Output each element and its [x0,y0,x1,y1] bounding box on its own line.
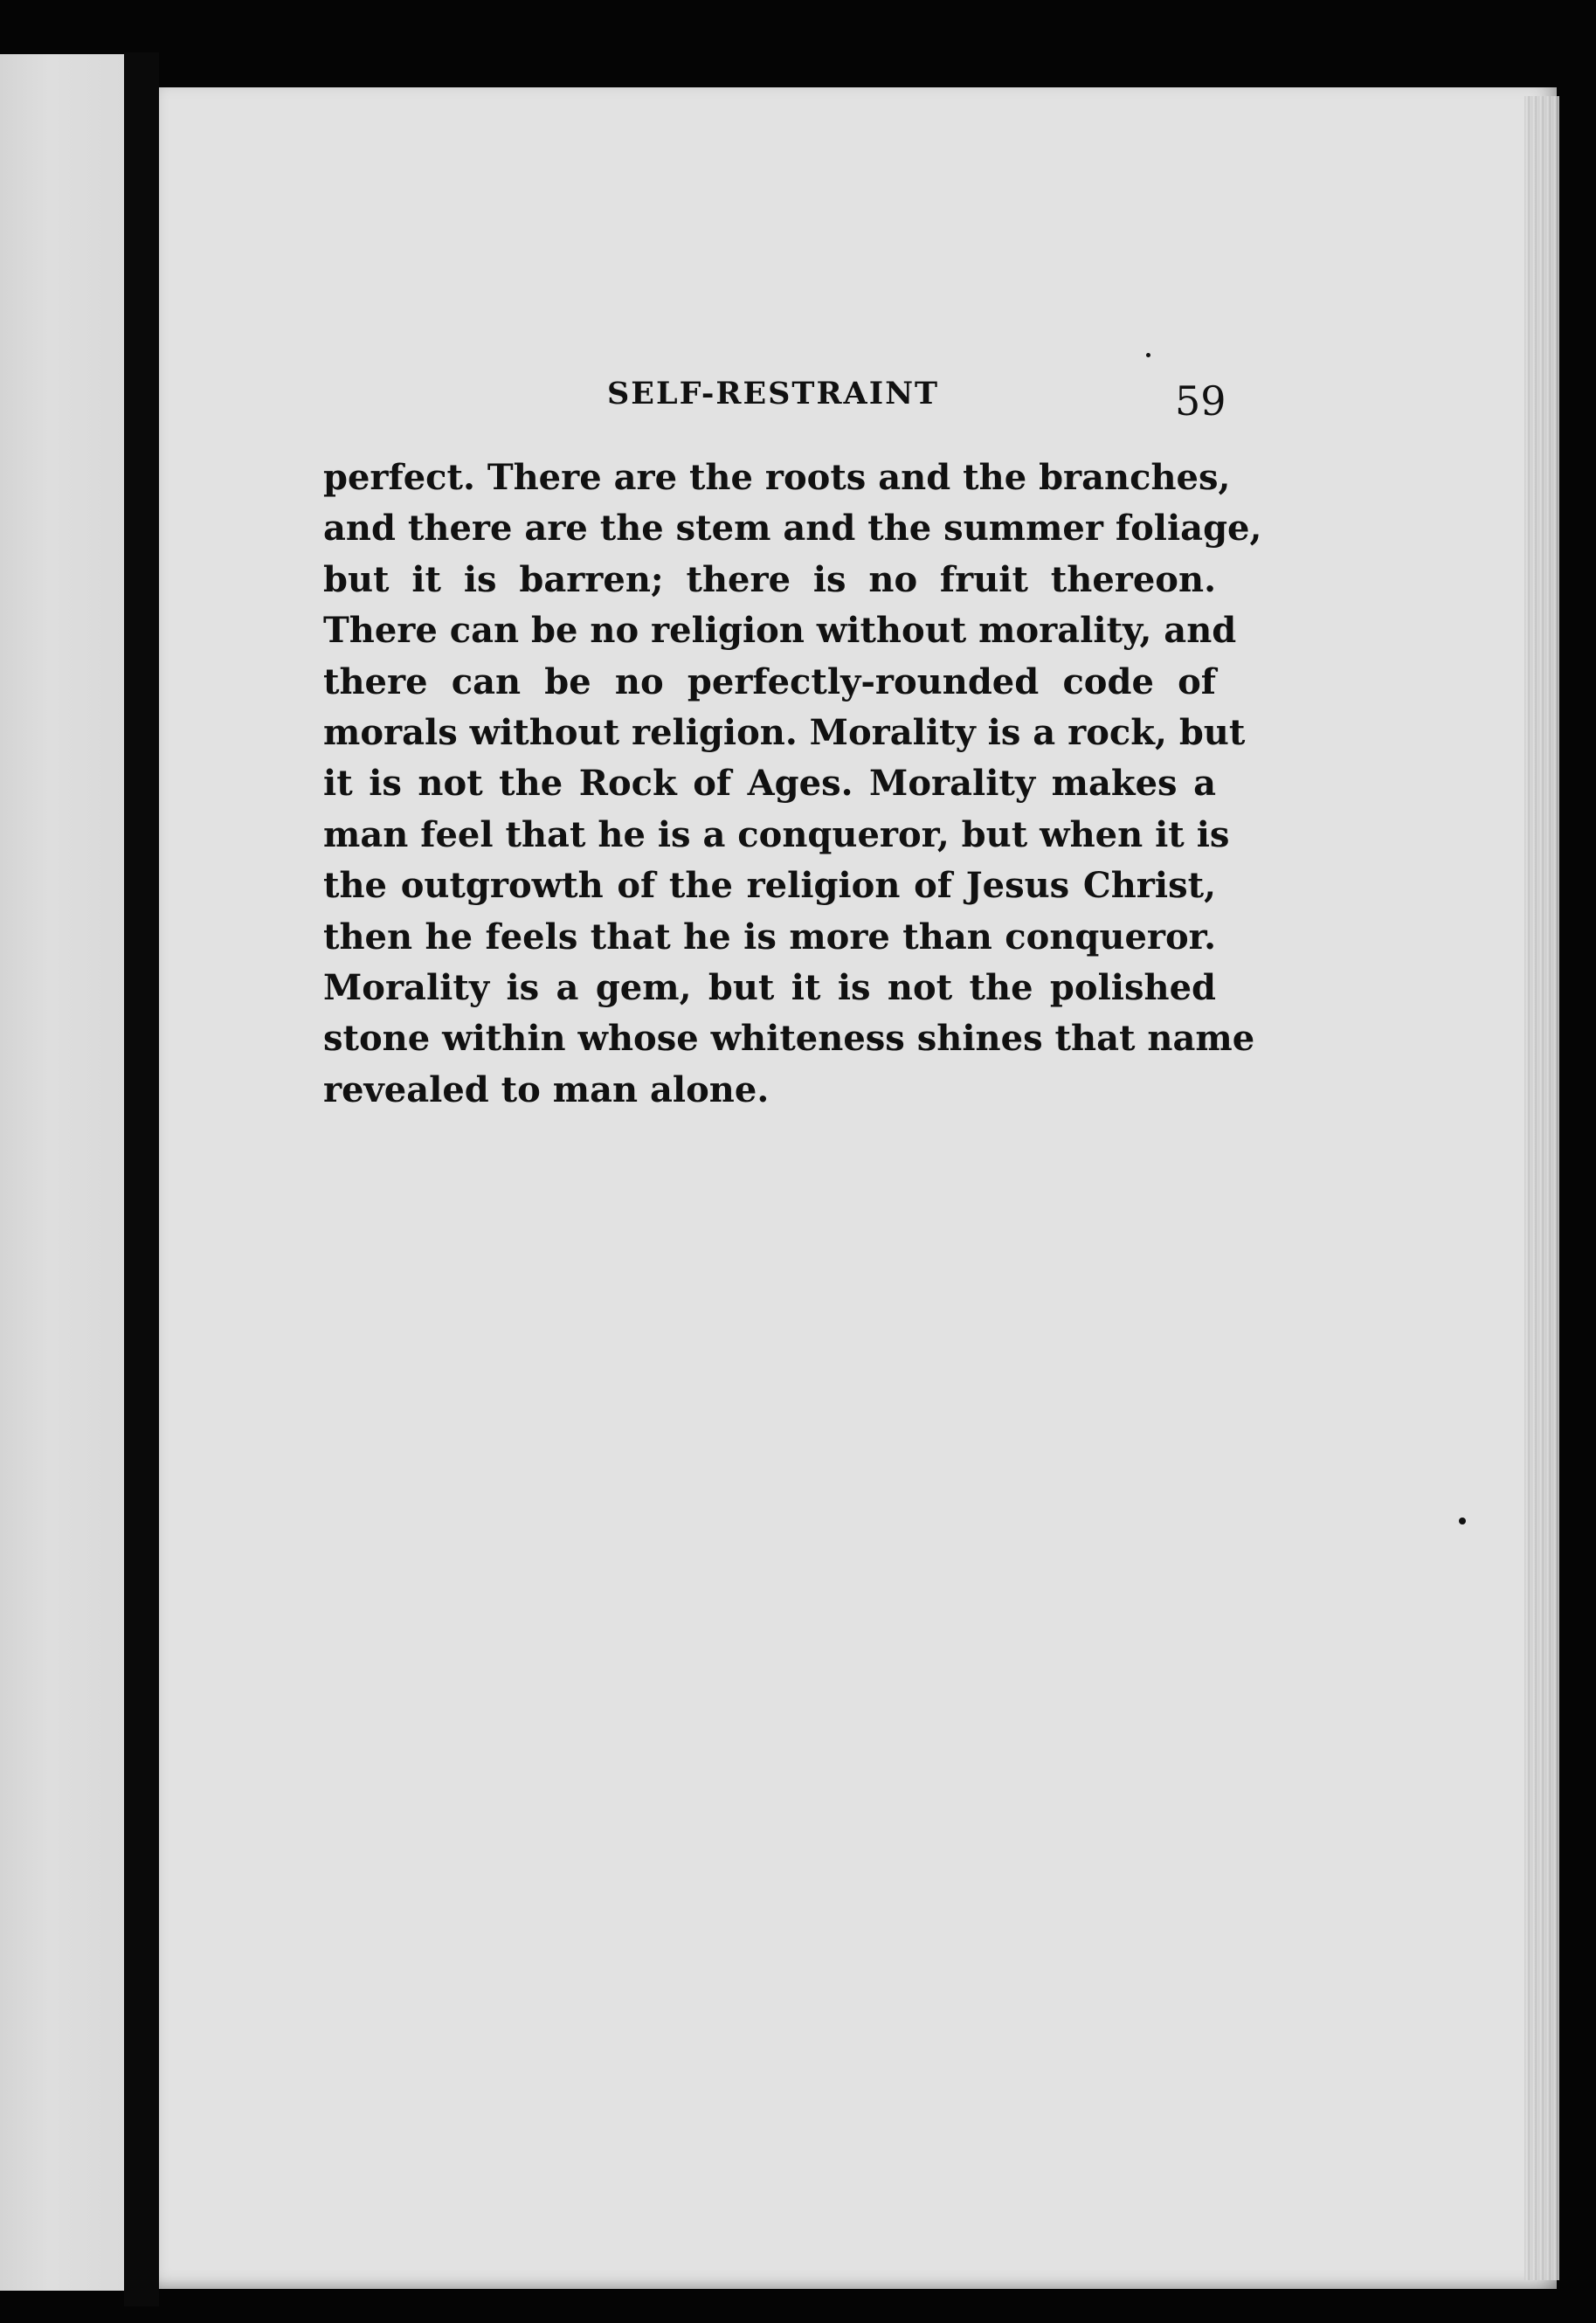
text-line: the outgrowth of the religion of Jesus Christ, [323,865,1216,907]
text-line: but it is barren; there is no fruit thereon. [323,558,1216,600]
binding-gutter [124,52,159,2306]
facing-page-edge [0,54,124,2291]
text-line: there can be no perfectly-rounded code of [323,660,1216,702]
page-fore-edge [1524,96,1559,2280]
scan-speck [1146,353,1150,357]
text-line: it is not the Rock of Ages. Morality makes a [323,763,1216,805]
page-number: 59 [1175,377,1226,425]
text-line: There can be no religion without morality, and [323,610,1237,652]
book-page [159,87,1557,2289]
text-line: perfect. There are the roots and the branches, [323,457,1231,498]
body-paragraph [323,453,1262,1116]
text-line: then he feels that he is more than conqueror. [323,916,1216,958]
text-line: morals without religion. Morality is a rock, but [323,712,1246,754]
text-line: and there are the stem and the summer foliage, [323,508,1262,550]
text-line: man feel that he is a conqueror, but when it is [323,813,1230,855]
scan-speck [1459,1518,1466,1524]
text-line: stone within whose whiteness shines that name [323,1018,1255,1060]
text-line: revealed to man alone. [323,1068,770,1110]
text-line: Morality is a gem, but it is not the polished [323,967,1216,1009]
running-head: SELF-RESTRAINT [607,376,940,411]
